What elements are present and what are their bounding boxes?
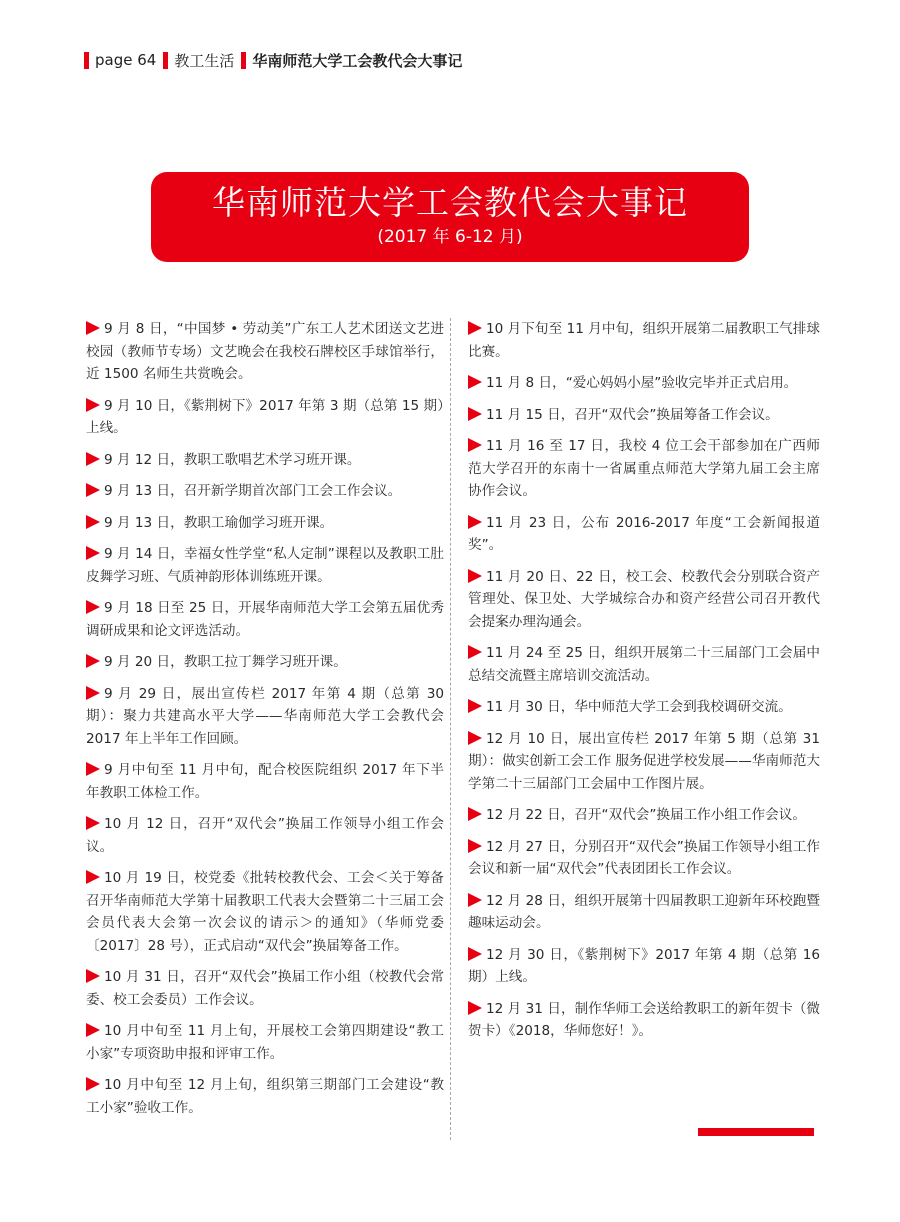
page-title: 华南师范大学工会教代会大事记 [212,183,688,222]
event-item [468,512,820,557]
triangle-right-icon [86,762,100,776]
event-text: 11 月 23 日，公布 2016-2017 年度“工会新闻报道奖”。 [468,514,820,553]
event-item [468,435,820,503]
event-item [86,1074,444,1119]
header-bar-marker [241,52,246,69]
event-text: 11 月 15 日，召开“双代会”换届筹备工作会议。 [486,406,779,423]
triangle-right-icon [86,654,100,668]
event-item [86,651,444,674]
event-item [86,683,444,751]
event-item [468,890,820,935]
left-column [86,318,444,1128]
section-name: 教工生活 [174,51,235,70]
event-text: 11 月 30 日，华中师范大学工会到我校调研交流。 [486,699,792,715]
event-text: 12 月 22 日，召开“双代会”换届工作小组工作会议。 [486,807,806,823]
event-item [468,642,820,687]
triangle-right-icon [468,407,482,421]
triangle-right-icon [468,699,482,713]
triangle-right-icon [468,645,482,659]
event-text: 10 月下旬至 11 月中旬，组织开展第二届教职工气排球比赛。 [468,321,820,360]
event-item [86,597,444,642]
event-text: 9 月 18 日至 25 日，开展华南师范大学工会第五届优秀调研成果和论文评选活动。 [86,600,444,639]
triangle-right-icon [86,483,100,497]
triangle-right-icon [86,600,100,614]
event-item [86,480,444,503]
event-text: 9 月 13 日，教职工瑜伽学习班开课。 [104,514,334,531]
event-item [468,998,820,1043]
triangle-right-icon [468,807,482,821]
triangle-right-icon [86,870,100,884]
page-subtitle: (2017 年 6-12 月) [377,227,523,247]
event-text: 12 月 10 日，展出宣传栏 2017 年第 5 期（总第 31 期）：做实创新工会工作 服务促进学校发展——华南师范大学第二十三届部门工会届中工作图片展。 [468,730,820,792]
triangle-right-icon [468,893,482,907]
triangle-right-icon [468,569,482,583]
triangle-right-icon [468,321,482,335]
event-item [86,867,444,957]
event-text: 10 月 31 日，召开“双代会”换届工作小组（校教代会常委、校工会委员）工作会议。 [86,969,444,1008]
event-text: 11 月 24 至 25 日，组织开展第二十三届部门工会届中总结交流暨主席培训交流活动。 [468,645,820,684]
event-text: 10 月 12 日，召开“双代会”换届工作领导小组工作会议。 [86,816,444,855]
title-banner [151,172,749,262]
triangle-right-icon [86,816,100,830]
event-item [86,966,444,1011]
triangle-right-icon [468,731,482,745]
event-item [468,318,820,363]
event-text: 9 月 20 日，教职工拉丁舞学习班开课。 [104,654,347,670]
event-text: 9 月 29 日，展出宣传栏 2017 年第 4 期（总第 30 期）：聚力共建高水平大学——华南师范大学工会教代会 2017 年上半年工作回顾。 [86,685,444,747]
triangle-right-icon [86,515,100,529]
event-text: 11 月 20 日、22 日，校工会、校教代会分别联合资产管理处、保卫处、大学城综合办和资产经营公司召开教代会提案办理沟通会。 [468,568,820,630]
page-number: page 64 [95,51,157,69]
triangle-right-icon [468,947,482,961]
event-text: 12 月 27 日，分别召开“双代会”换届工作领导小组工作会议和新一届“双代会”代表团团长工作会议。 [468,838,820,877]
triangle-right-icon [86,686,100,700]
footer-accent-bar [698,1128,814,1136]
event-item [86,318,444,386]
event-item [86,543,444,588]
event-text: 12 月 30 日，《紫荆树下》2017 年第 4 期（总第 16 期）上线。 [468,946,820,985]
event-item [86,759,444,804]
event-text: 9 月中旬至 11 月中旬，配合校医院组织 2017 年下半年教职工体检工作。 [86,762,444,801]
event-text: 12 月 31 日，制作华师工会送给教职工的新年贺卡（微贺卡）《2018，华师您好！》。 [468,1000,820,1039]
triangle-right-icon [468,438,482,452]
event-text: 11 月 16 至 17 日，我校 4 位工会干部参加在广西师范大学召开的东南十一省属重点师范大学第九届工会主席协作会议。 [468,438,820,499]
triangle-right-icon [468,839,482,853]
event-item [468,372,820,395]
event-item [468,728,820,796]
event-text: 9 月 10 日，《紫荆树下》2017 年第 3 期（总第 15 期）上线。 [86,397,444,436]
triangle-right-icon [86,452,100,466]
event-text: 9 月 13 日，召开新学期首次部门工会工作会议。 [104,483,402,499]
event-text: 9 月 12 日，教职工歌唱艺术学习班开课。 [104,451,361,468]
column-divider [450,318,451,1140]
triangle-right-icon [86,1023,100,1037]
event-text: 9 月 14 日，幸福女性学堂“私人定制”课程以及教职工肚皮舞学习班、气质神韵形体训练班开课。 [86,546,444,585]
event-text: 10 月中旬至 11 月上旬，开展校工会第四期建设“教工小家”专项资助申报和评审工作。 [86,1023,444,1062]
header-bar-marker [163,52,168,69]
triangle-right-icon [468,515,482,529]
header-bar-marker [84,52,89,69]
triangle-right-icon [468,1001,482,1015]
triangle-right-icon [86,398,100,412]
triangle-right-icon [468,375,482,389]
article-name: 华南师范大学工会教代会大事记 [252,51,463,70]
right-column [468,318,820,1052]
event-item [468,944,820,989]
event-item [468,566,820,634]
event-item [86,1020,444,1065]
event-item [468,696,820,719]
triangle-right-icon [86,969,100,983]
event-item [468,804,820,827]
event-item [468,836,820,881]
running-header [84,49,469,71]
event-text: 10 月 19 日，校党委《批转校教代会、工会＜关于筹备召开华南师范大学第十届教职工代表大会暨第二十三届工会会员代表大会第一次会议的请示＞的通知》（华师党委〔2017〕28 号），正式启动“双代会”换届筹备工作。 [86,870,444,954]
event-text: 10 月中旬至 12 月上旬，组织第三期部门工会建设“教工小家”验收工作。 [86,1077,444,1116]
event-item [86,813,444,858]
event-text: 11 月 8 日，“爱心妈妈小屋”验收完毕并正式启用。 [486,375,798,391]
event-item [86,512,444,535]
event-item [86,395,444,440]
triangle-right-icon [86,1077,100,1091]
event-text: 9 月 8 日，“中国梦 • 劳动美”广东工人艺术团送文艺进校园（教师节专场）文艺晚会在我校石牌校区手球馆举行，近 1500 名师生共赏晚会。 [86,321,444,382]
event-item [86,449,444,472]
triangle-right-icon [86,546,100,560]
triangle-right-icon [86,321,100,335]
event-text: 12 月 28 日，组织开展第十四届教职工迎新年环校跑暨趣味运动会。 [468,892,820,931]
event-item [468,404,820,427]
